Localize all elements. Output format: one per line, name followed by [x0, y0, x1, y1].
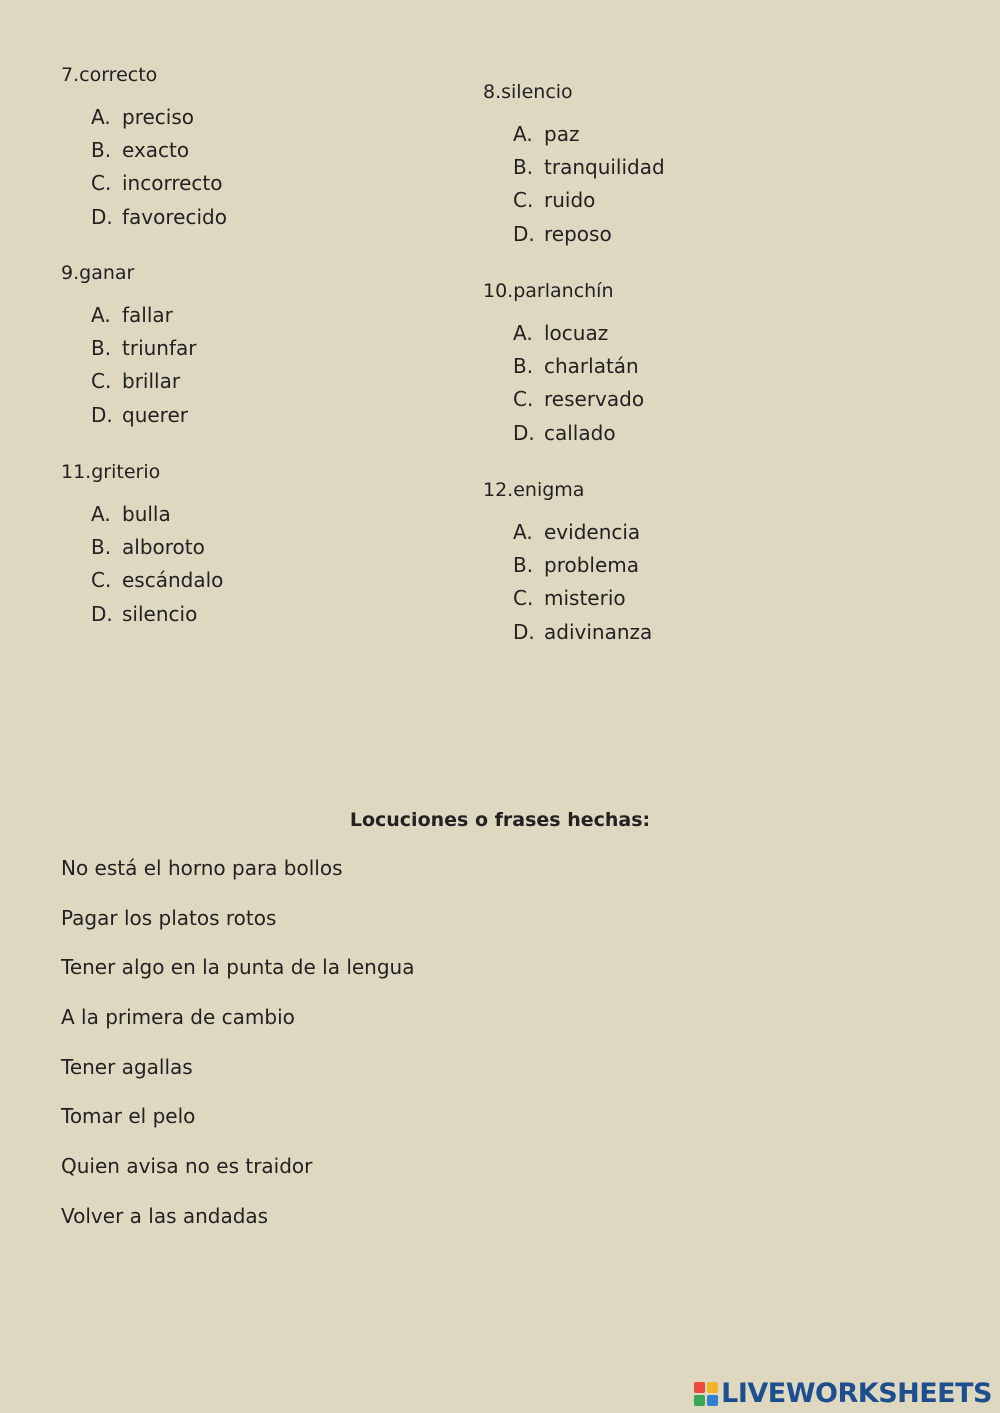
section-heading: Locuciones o frases hechas:	[349, 809, 651, 831]
answer-option[interactable]	[483, 616, 652, 649]
option-text: ruido	[544, 188, 596, 213]
option-text: callado	[544, 420, 616, 445]
option-text: exacto	[122, 138, 190, 163]
brand-name: LIVEWORKSHEETS	[721, 1378, 992, 1409]
question-10	[483, 280, 644, 450]
question-12	[483, 479, 652, 649]
answer-option[interactable]	[483, 184, 665, 217]
option-text: reservado	[544, 387, 645, 412]
option-text: incorrecto	[122, 171, 223, 196]
option-letter: D.	[513, 420, 535, 445]
question-title: 8.silencio	[483, 81, 573, 103]
phrase-item: A la primera de cambio	[61, 1005, 295, 1030]
logo-square-icon	[694, 1382, 705, 1393]
option-letter: C.	[91, 369, 112, 394]
option-text: adivinanza	[544, 619, 653, 644]
option-letter: A.	[91, 502, 111, 526]
logo-square-icon	[694, 1395, 705, 1406]
option-text: escándalo	[122, 568, 224, 593]
option-text: favorecido	[122, 204, 227, 229]
option-letter: D.	[91, 402, 113, 427]
logo-square-icon	[707, 1395, 718, 1406]
option-letter: D.	[513, 619, 535, 644]
answer-option[interactable]	[61, 101, 227, 134]
option-text: querer	[122, 402, 188, 427]
answer-option[interactable]	[483, 151, 665, 184]
answer-option[interactable]	[483, 417, 644, 450]
option-letter: B.	[91, 535, 112, 560]
answer-option[interactable]	[483, 350, 644, 383]
answer-option[interactable]	[61, 498, 223, 531]
option-text: preciso	[122, 105, 194, 129]
answer-option[interactable]	[61, 399, 197, 432]
question-title: 9.ganar	[61, 262, 135, 284]
answer-option[interactable]	[61, 598, 223, 631]
option-letter: D.	[91, 601, 113, 626]
question-title: 7.correcto	[61, 64, 158, 86]
answer-option[interactable]	[61, 134, 227, 167]
option-text: reposo	[544, 221, 612, 246]
option-letter: B.	[91, 138, 112, 163]
option-text: fallar	[122, 303, 173, 327]
option-letter: C.	[91, 568, 112, 593]
option-letter: C.	[91, 171, 112, 196]
question-title: 12.enigma	[483, 479, 585, 501]
answer-option[interactable]	[483, 118, 665, 151]
option-text: brillar	[122, 369, 181, 394]
option-text: charlatán	[544, 354, 639, 379]
option-text: silencio	[122, 601, 198, 626]
option-letter: B.	[513, 354, 534, 379]
question-11	[61, 461, 223, 631]
phrase-item: No está el horno para bollos	[61, 856, 343, 880]
option-letter: B.	[91, 336, 112, 361]
question-8	[483, 81, 665, 251]
question-7	[61, 64, 227, 234]
option-letter: C.	[513, 387, 534, 412]
phrase-item: Quien avisa no es traidor	[61, 1154, 313, 1179]
question-9	[61, 262, 197, 432]
answer-option[interactable]	[61, 531, 223, 564]
option-letter: A.	[513, 520, 533, 544]
option-text: bulla	[122, 502, 171, 526]
answer-option[interactable]	[61, 365, 197, 398]
option-text: alboroto	[122, 535, 205, 560]
logo-square-icon	[707, 1382, 718, 1393]
answer-option[interactable]	[61, 201, 227, 234]
answer-option[interactable]	[61, 299, 197, 332]
option-text: paz	[544, 122, 580, 146]
option-text: misterio	[544, 586, 626, 611]
answer-option[interactable]	[483, 516, 652, 549]
answer-option[interactable]	[483, 218, 665, 251]
option-letter: C.	[513, 586, 534, 611]
option-text: triunfar	[122, 336, 197, 361]
option-letter: D.	[91, 204, 113, 229]
answer-option[interactable]	[61, 564, 223, 597]
phrases-list	[61, 856, 415, 1254]
liveworksheets-logo-icon	[694, 1382, 718, 1406]
answer-option[interactable]	[483, 549, 652, 582]
option-letter: C.	[513, 188, 534, 213]
answer-option[interactable]	[483, 317, 644, 350]
option-letter: A.	[91, 105, 111, 129]
option-text: locuaz	[544, 321, 609, 345]
option-letter: A.	[513, 321, 533, 345]
answer-option[interactable]	[483, 383, 644, 416]
phrase-item: Pagar los platos rotos	[61, 905, 277, 930]
option-letter: A.	[91, 303, 111, 327]
answer-option[interactable]	[483, 582, 652, 615]
answer-option[interactable]	[61, 167, 227, 200]
option-letter: D.	[513, 221, 535, 246]
option-letter: B.	[513, 155, 534, 180]
question-title: 11.griterio	[61, 461, 161, 483]
option-text: problema	[544, 553, 640, 578]
question-title: 10.parlanchín	[483, 280, 614, 302]
option-text: tranquilidad	[544, 155, 665, 180]
liveworksheets-brand	[694, 1379, 992, 1409]
phrase-item: Tener agallas	[61, 1054, 193, 1079]
option-letter: A.	[513, 122, 533, 146]
option-text: evidencia	[544, 520, 641, 544]
phrase-item: Tomar el pelo	[61, 1104, 196, 1129]
phrase-item: Volver a las andadas	[61, 1203, 269, 1228]
phrase-item: Tener algo en la punta de la lengua	[61, 955, 415, 980]
option-letter: B.	[513, 553, 534, 578]
answer-option[interactable]	[61, 332, 197, 365]
